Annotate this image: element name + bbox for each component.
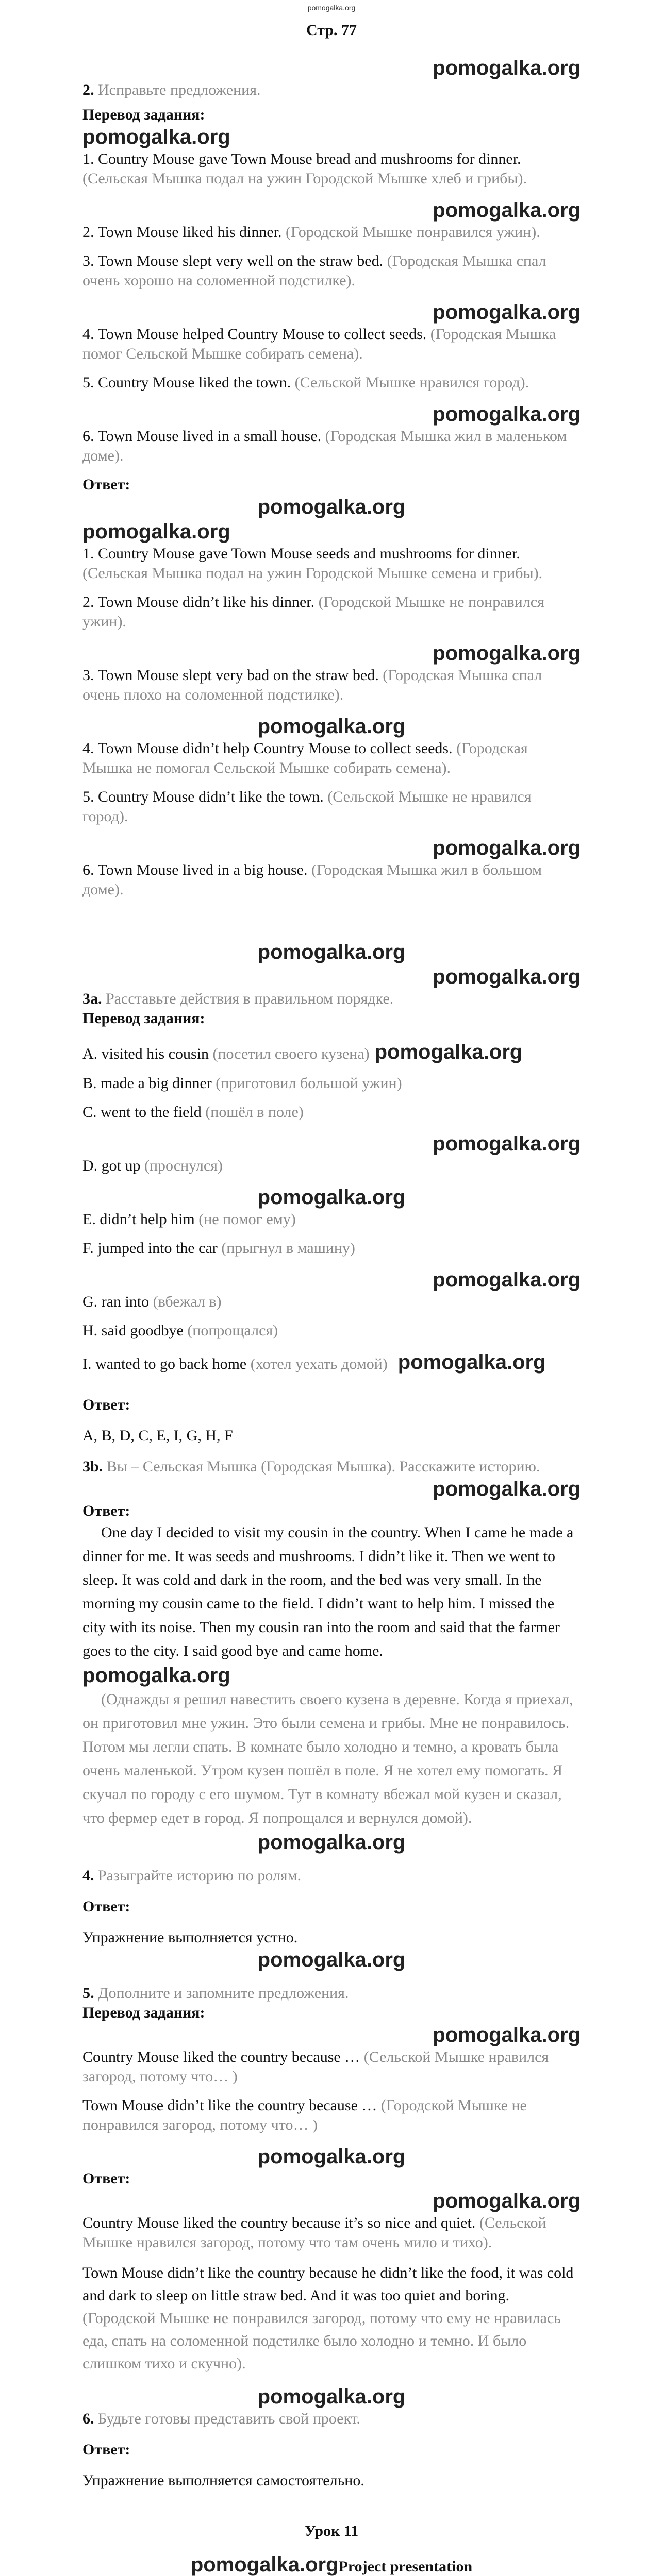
document-page bbox=[82, 0, 581, 2576]
watermark: pomogalka.org bbox=[257, 2385, 406, 2408]
watermark: pomogalka.org bbox=[257, 496, 406, 518]
list-item: 4. Town Mouse helped Country Mouse to collect seeds. (Городская Мышка помог Сельской Мышке собирать семена). bbox=[82, 326, 556, 362]
list-item: Town Mouse didn’t like the country because he didn’t like the food, it was cold and dark to sleep on little straw bed. And it was too quiet and boring. (Городской Мышке не понравился загород, потому что ему не нравилась еда, спать на соломенной подстилке было холодно и темно. И было слишком тихо и скучно). bbox=[82, 2264, 574, 2372]
list-item: 3. Town Mouse slept very bad on the straw bed. (Городская Мышка спал очень плохо на соломенной подстилке). bbox=[82, 667, 542, 703]
list-item: 4. Town Mouse didn’t help Country Mouse to collect seeds. (Городская Мышка не помогал Сельской Мышке собирать семена). bbox=[82, 740, 528, 776]
list-item: G. ran into (вбежал в) bbox=[82, 1293, 222, 1310]
exercise-5-title: 5. Дополните и запомните предложения. bbox=[82, 1985, 349, 2002]
answer-text: A, B, D, C, E, I, G, H, F bbox=[82, 1427, 233, 1444]
watermark: pomogalka.org bbox=[433, 403, 581, 426]
exercise-3b-title: 3b. Вы – Сельская Мышка (Городская Мышка). Расскажите историю. bbox=[82, 1458, 540, 1475]
lesson-subtitle: pomogalka.orgProject presentation bbox=[190, 2553, 473, 2576]
story-english: One day I decided to visit my cousin in the country. When I came he made a dinner for me. It was seeds and mushrooms. I didn’t like it. Then we went to sleep. It was cold and dark in the room, and the bed was very small. In the morning my cousin came to the field. I didn’t want to help him. I missed the city with its noise. Then my cousin ran into the room and said that the farmer goes to the city. I said good bye and came home. bbox=[82, 1524, 574, 1659]
watermark: pomogalka.org bbox=[433, 199, 581, 222]
list-item: 5. Country Mouse didn’t like the town. (Сельской Мышке не нравился город). bbox=[82, 788, 532, 825]
list-item: Town Mouse didn’t like the country because … (Городской Мышке не понравился загород, потому что… ) bbox=[82, 2097, 527, 2133]
watermark: pomogalka.org bbox=[257, 1831, 406, 1854]
watermark: pomogalka.org bbox=[433, 965, 581, 988]
watermark: pomogalka.org bbox=[433, 2024, 581, 2046]
list-item: H. said goodbye (попрощался) bbox=[82, 1322, 278, 1339]
exercise-4-title: 4. Разыграйте историю по ролям. bbox=[82, 1867, 302, 1884]
site-link-top[interactable]: pomogalka.org bbox=[307, 4, 356, 12]
list-item: 3. Town Mouse slept very well on the straw bed. (Городская Мышка спал очень хорошо на соломенной подстилке). bbox=[82, 252, 546, 289]
answer-label: Ответ: bbox=[82, 2441, 130, 2458]
watermark: pomogalka.org bbox=[433, 2190, 581, 2212]
watermark: pomogalka.org bbox=[257, 2145, 406, 2168]
watermark: pomogalka.org bbox=[257, 1948, 406, 1971]
answer-label: Ответ: bbox=[82, 2170, 130, 2187]
list-item: 2. Town Mouse didn’t like his dinner. (Городской Мышке не понравился ужин). bbox=[82, 594, 544, 630]
watermark: pomogalka.org bbox=[82, 1664, 230, 1687]
answer-label: Ответ: bbox=[82, 1396, 130, 1413]
watermark: pomogalka.org bbox=[257, 715, 406, 738]
answer-text: Упражнение выполняется самостоятельно. bbox=[82, 2472, 364, 2489]
task-label: Перевод задания: bbox=[82, 1010, 205, 1027]
watermark: pomogalka.org bbox=[257, 1186, 406, 1209]
watermark: pomogalka.org bbox=[190, 2553, 339, 2576]
watermark: pomogalka.org bbox=[433, 1478, 581, 1500]
exercise-2-title: 2. Исправьте предложения. bbox=[82, 81, 261, 98]
list-item: 1. Country Mouse gave Town Mouse seeds and mushrooms for dinner. (Сельская Мышка подал на ужин Городской Мышке семена и грибы). bbox=[82, 545, 543, 582]
list-item: 6. Town Mouse lived in a big house. (Городская Мышка жил в большом доме). bbox=[82, 861, 542, 898]
watermark: pomogalka.org bbox=[433, 57, 581, 79]
answer-text: Упражнение выполняется устно. bbox=[82, 1929, 298, 1946]
list-item: I. wanted to go back home (хотел уехать домой) pomogalka.org bbox=[82, 1351, 546, 1374]
exercise-6-title: 6. Будьте готовы представить свой проект. bbox=[82, 2410, 360, 2427]
watermark: pomogalka.org bbox=[433, 642, 581, 665]
exercise-3a-title: 3a. Расставьте действия в правильном порядке. bbox=[82, 990, 394, 1007]
list-item: 5. Country Mouse liked the town. (Сельской Мышке нравился город). bbox=[82, 374, 529, 391]
list-item: A. visited his cousin (посетил своего кузена) pomogalka.org bbox=[82, 1041, 523, 1063]
list-item: E. didn’t help him (не помог ему) bbox=[82, 1211, 296, 1228]
answer-label: Ответ: bbox=[82, 1502, 130, 1519]
list-item: Country Mouse liked the country because … (Сельской Мышке нравился загород, потому что… ) bbox=[82, 2048, 549, 2085]
list-item: F. jumped into the car (прыгнул в машину) bbox=[82, 1240, 355, 1257]
list-item: C. went to the field (пошёл в поле) bbox=[82, 1104, 304, 1121]
answer-label: Ответ: bbox=[82, 1898, 130, 1915]
list-item: D. got up (проснулся) bbox=[82, 1157, 223, 1174]
list-item: 1. Country Mouse gave Town Mouse bread and mushrooms for dinner. (Сельская Мышка подал на ужин Городской Мышке хлеб и грибы). bbox=[82, 150, 527, 187]
task-label: Перевод задания: bbox=[82, 106, 205, 123]
lesson-title: Урок 11 bbox=[304, 2522, 359, 2539]
list-item: Country Mouse liked the country because it’s so nice and quiet. (Сельской Мышке нравился загород, потому что там очень мило и тихо). bbox=[82, 2214, 546, 2251]
list-item: B. made a big dinner (приготовил большой ужин) bbox=[82, 1075, 402, 1092]
watermark: pomogalka.org bbox=[374, 1041, 523, 1063]
list-item: 2. Town Mouse liked his dinner. (Городской Мышке понравился ужин). bbox=[82, 224, 540, 241]
watermark: pomogalka.org bbox=[433, 1268, 581, 1291]
story-russian: (Однажды я решил навестить своего кузена в деревне. Когда я приехал, он приготовил мне ужин. Это были семена и грибы. Мне не понравилось. Потом мы легли спать. В комнате было холодно и темно, а кровать была очень маленькой. Утром кузен пошёл в поле. Я не хотел ему помогать. Я скучал по городу с его шумом. Тут в комнату вбежал мой кузен и сказал, что фермер едет в город. Я попрощался и вернулся домой). bbox=[82, 1691, 573, 1826]
watermark: pomogalka.org bbox=[82, 520, 230, 543]
watermark: pomogalka.org bbox=[257, 941, 406, 963]
answer-label: Ответ: bbox=[82, 476, 130, 493]
watermark: pomogalka.org bbox=[433, 1132, 581, 1155]
watermark: pomogalka.org bbox=[82, 126, 230, 148]
list-item: 6. Town Mouse lived in a small house. (Городская Мышка жил в маленьком доме). bbox=[82, 428, 567, 464]
watermark: pomogalka.org bbox=[433, 301, 581, 324]
watermark: pomogalka.org bbox=[397, 1351, 546, 1374]
watermark: pomogalka.org bbox=[433, 837, 581, 859]
page-label: Стр. 77 bbox=[306, 22, 357, 39]
task-label: Перевод задания: bbox=[82, 2004, 205, 2021]
